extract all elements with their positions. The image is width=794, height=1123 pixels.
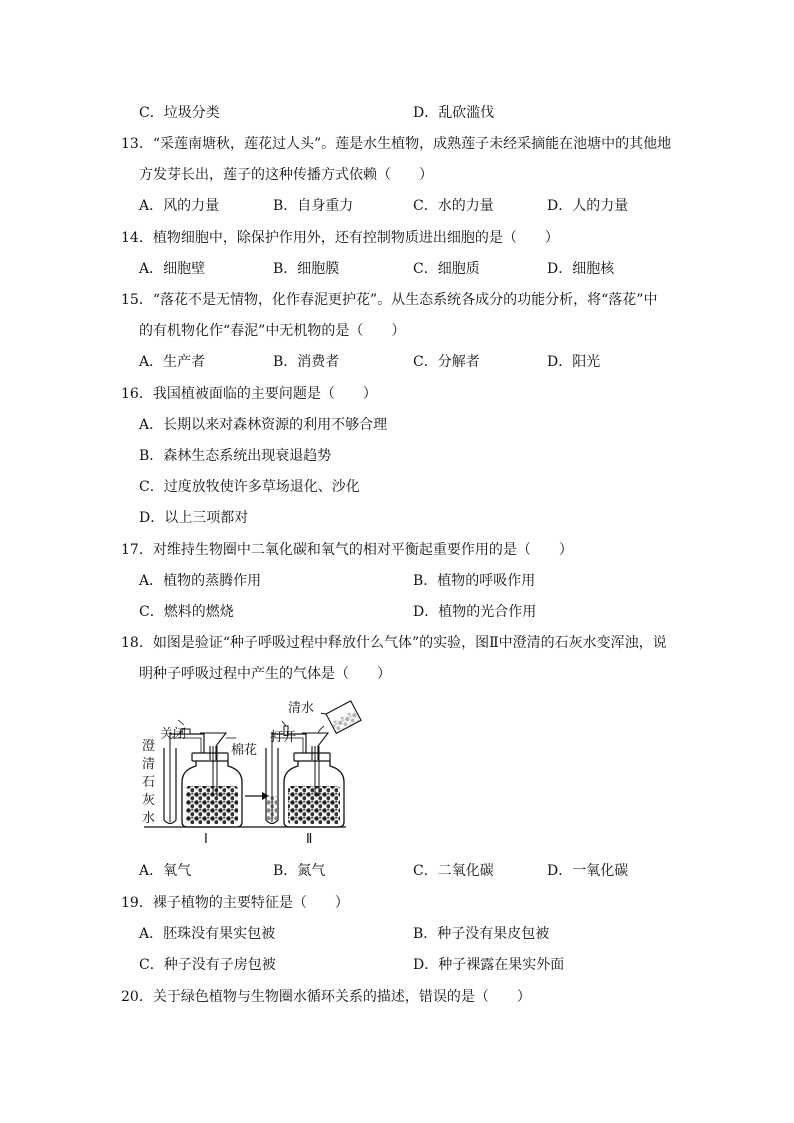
label-lime-1: 澄 <box>142 739 156 754</box>
q12-option-c: C．垃圾分类 <box>139 105 220 121</box>
q13-option-b: B．自身重力 <box>273 198 354 214</box>
q19-option-d: D．种子裸露在果实外面 <box>413 957 565 973</box>
q14-option-a: A．细胞壁 <box>139 261 206 277</box>
q18-option-c: C．二氧化碳 <box>413 863 494 879</box>
label-cotton: 棉花 <box>231 743 258 758</box>
q19-stem-line1: 19．裸子植物的主要特征是（ ） <box>121 895 349 911</box>
q16-option-a: A．长期以来对森林资源的利用不够合理 <box>139 417 388 433</box>
q16-option-c: C．过度放牧使许多草场退化、沙化 <box>139 479 360 495</box>
q12-option-d: D．乱砍滥伐 <box>413 105 495 121</box>
q13-option-a: A．风的力量 <box>139 198 220 214</box>
q13-option-d: D．人的力量 <box>547 198 629 214</box>
q17-option-d: D．植物的光合作用 <box>413 604 537 620</box>
q13-stem-line2: 方发芽长出，莲子的这种传播方式依赖（ ） <box>139 167 433 183</box>
q14-option-b: B．细胞膜 <box>273 261 340 277</box>
q14-stem-line1: 14．植物细胞中，除保护作用外，还有控制物质进出细胞的是（ ） <box>121 230 559 246</box>
q14-option-c: C．细胞质 <box>413 261 480 277</box>
label-lime-3: 石 <box>142 775 156 790</box>
setup-two <box>266 698 361 827</box>
label-open: 打开 <box>270 730 297 745</box>
seeds-one <box>186 786 238 824</box>
q13-option-c: C．水的力量 <box>413 198 494 214</box>
q19-option-a: A．胚珠没有果实包被 <box>139 926 276 942</box>
q16-option-b: B．森林生态系统出现衰退趋势 <box>139 448 332 464</box>
q16-stem-line1: 16．我国植被面临的主要问题是（ ） <box>121 386 377 402</box>
q18-option-b: B．氮气 <box>273 863 326 879</box>
q15-stem-line2: 的有机物化作“春泥”中无机物的是（ ） <box>139 323 406 339</box>
label-closed: 关闭 <box>160 727 187 742</box>
q17-option-c: C．燃料的燃烧 <box>139 604 234 620</box>
q18-stem-line2: 明种子呼吸过程中产生的气体是（ ） <box>139 666 391 682</box>
q15-stem-line1: 15．“落花不是无情物，化作春泥更护花”。从生态系统各成分的功能分析，将“落花”中 <box>121 292 658 308</box>
label-water: 清水 <box>288 701 315 716</box>
q18-option-a: A．氧气 <box>139 863 192 879</box>
q17-option-a: A．植物的蒸腾作用 <box>139 573 262 589</box>
label-figure-two: Ⅱ <box>306 832 313 847</box>
experiment-figure <box>138 696 378 852</box>
q17-stem-line1: 17．对维持生物圈中二氧化碳和氧气的相对平衡起重要作用的是（ ） <box>121 542 573 558</box>
seeds-two <box>288 786 340 824</box>
label-lime-5: 水 <box>142 811 156 826</box>
q20-stem-line1: 20．关于绿色植物与生物圈水循环关系的描述，错误的是（ ） <box>121 989 531 1005</box>
label-lime-2: 清 <box>142 757 156 772</box>
q15-option-c: C．分解者 <box>413 354 480 370</box>
q15-option-a: A．生产者 <box>139 354 206 370</box>
beaker-pouring <box>321 698 361 735</box>
q16-option-d: D．以上三项都对 <box>139 510 249 526</box>
q19-option-b: B．种子没有果皮包被 <box>413 926 550 942</box>
arrow <box>245 792 269 800</box>
q19-option-c: C．种子没有子房包被 <box>139 957 276 973</box>
q18-option-d: D．一氧化碳 <box>547 863 629 879</box>
q15-option-d: D．阳光 <box>547 354 601 370</box>
label-figure-one: Ⅰ <box>204 832 208 847</box>
q18-stem-line1: 18．如图是验证“种子呼吸过程中释放什么气体”的实验，图Ⅱ中澄清的石灰水变浑浊，说 <box>121 635 667 651</box>
label-lime-4: 灰 <box>142 793 156 808</box>
water-stream <box>318 726 324 733</box>
q15-option-b: B．消费者 <box>273 354 340 370</box>
q14-option-d: D．细胞核 <box>547 261 615 277</box>
q17-option-b: B．植物的呼吸作用 <box>413 573 536 589</box>
q13-stem-line1: 13．“采莲南塘秋，莲花过人头”。莲是水生植物，成熟莲子未经采摘能在池塘中的其他地 <box>121 136 672 152</box>
